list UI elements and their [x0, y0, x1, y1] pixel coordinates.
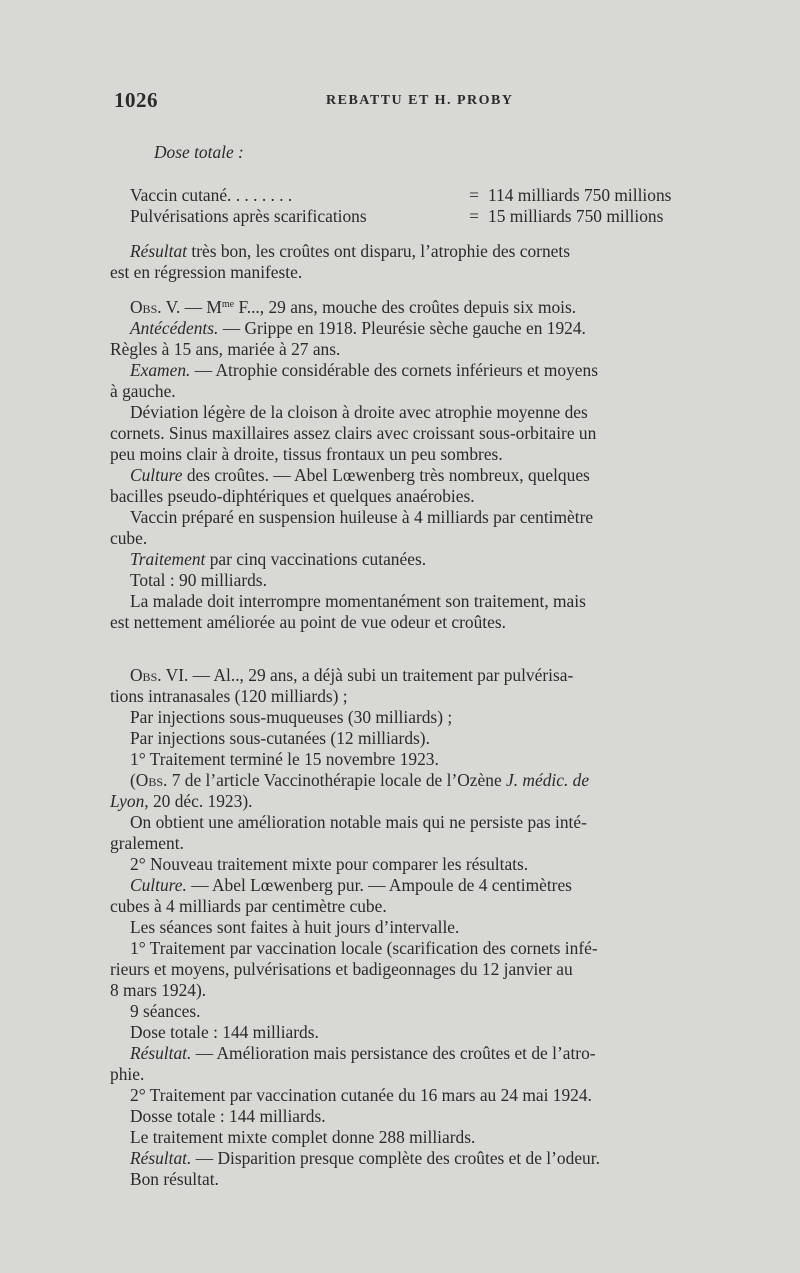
seances-text: Les séances sont faites à huit jours d’intervalle. — [130, 917, 460, 937]
obs6-intro-line2: tions intranasales (120 milliards) ; — [110, 686, 348, 706]
examen-label: Examen. — [130, 360, 191, 380]
result-paragraph — [110, 241, 732, 262]
dose-totale-1: Dose totale : 144 milliards. — [130, 1022, 319, 1042]
dose-row — [110, 185, 732, 206]
obs6-culture — [110, 875, 732, 896]
obs6-resultat-1 — [110, 1043, 732, 1064]
bon-resultat: Bon résultat. — [130, 1169, 219, 1189]
resultat-text: — Disparition presque complète des croûtes et de l’odeur. — [195, 1148, 600, 1168]
malade-text: La malade doit interrompre momentanément son traitement, mais — [130, 591, 586, 611]
culture-text-line2: bacilles pseudo-diphtériques et quelques anaérobies. — [110, 486, 475, 506]
total-text: Total : 90 milliards. — [130, 570, 267, 590]
examen-text-line2: à gauche. — [110, 381, 176, 401]
dose-title: Dose totale : — [154, 142, 244, 162]
obs-label: Obs. — [130, 665, 162, 685]
resultat-text: — Amélioration mais persistance des croûtes et de l’atro- — [195, 1043, 596, 1063]
dose-row — [110, 206, 732, 227]
obs6-intro: VI. — Al.., 29 ans, a déjà subi un traitement par pulvérisa- — [165, 665, 574, 685]
running-title: REBATTU ET H. PROBY — [326, 93, 514, 108]
page-number: 1026 — [114, 88, 158, 112]
ref-date: 20 déc. 1923). — [148, 791, 253, 811]
traitement-local-text-line3: 8 mars 1924). — [110, 980, 207, 1000]
obs5-intro: F..., 29 ans, mouche des croûtes depuis six mois. — [238, 297, 577, 317]
deviation-text: Déviation légère de la cloison à droite avec atrophie moyenne des — [130, 402, 588, 422]
traitement-local-text-line2: rieurs et moyens, pulvérisations et badigeonnages du 12 janvier au — [110, 959, 573, 979]
dose-row-eq: = — [469, 206, 479, 226]
deviation-text-line2: cornets. Sinus maxillaires assez clairs avec croissant sous-orbitaire un — [110, 423, 597, 443]
dose-row-value: 114 milliards 750 millions — [488, 185, 672, 205]
antecedents-label: Antécédents. — [130, 318, 219, 338]
culture-text: — Abel Lœwenberg pur. — Ampoule de 4 centimètres — [191, 875, 572, 895]
result-label: Résultat — [130, 241, 187, 261]
obs6-heading — [110, 665, 732, 686]
vaccin-text-line2: cube. — [110, 528, 148, 548]
resultat-label: Résultat. — [130, 1148, 192, 1168]
dose-row-eq: = — [469, 185, 479, 205]
traitement-local-text: 1° Traitement par vaccination locale (scarification des cornets infé- — [130, 938, 598, 958]
traitement-label: Traitement — [130, 549, 206, 569]
obs5-heading — [110, 297, 732, 318]
culture-text: des croûtes. — Abel Lœwenberg très nombreux, quelques — [186, 465, 590, 485]
obs6-reference — [110, 770, 732, 791]
ref-obs-label: Obs. — [135, 770, 168, 790]
obs6-injections-1: Par injections sous-muqueuses (30 milliards) ; — [130, 707, 453, 727]
malade-text-line2: est nettement améliorée au point de vue odeur et croûtes. — [110, 612, 506, 632]
ref-journal-city: Lyon, — [110, 791, 149, 811]
culture-label: Culture — [130, 465, 183, 485]
result-text: très bon, les croûtes ont disparu, l’atrophie des cornets — [191, 241, 570, 261]
amelioration-text-line2: gralement. — [110, 833, 184, 853]
examen-text: — Atrophie considérable des cornets inférieurs et moyens — [194, 360, 598, 380]
ref-paren: ( — [130, 770, 136, 790]
amelioration-text: On obtient une amélioration notable mais qui ne persiste pas inté- — [130, 812, 587, 832]
antecedents-text: — Grippe en 1918. Pleurésie sèche gauche en 1924. — [222, 318, 586, 338]
deviation-text-line3: peu moins clair à droite, tissus frontaux un peu sombres. — [110, 444, 503, 464]
resultat-text-line2: phie. — [110, 1064, 145, 1084]
dose-row-value: 15 milliards 750 millions — [488, 206, 664, 226]
culture-text-line2: cubes à 4 milliards par centimètre cube. — [110, 896, 387, 916]
obs5-examen — [110, 360, 732, 381]
dose-row-label: Vaccin cutané. . . . . . . . — [130, 185, 293, 205]
obs6-reference-line2 — [110, 791, 732, 812]
obs5-culture — [110, 465, 732, 486]
obs-label: Obs. — [130, 297, 162, 317]
traitement-mixte-text: Le traitement mixte complet donne 288 milliards. — [130, 1127, 476, 1147]
ref-journal: J. médic. de — [506, 770, 590, 790]
page-body — [110, 142, 732, 1190]
obs5-sup: me — [221, 299, 235, 310]
dose-totale-2: Dosse totale : 144 milliards. — [130, 1106, 326, 1126]
obs6-traitement-2: 2° Nouveau traitement mixte pour comparer les résultats. — [130, 854, 529, 874]
ref-text: 7 de l’article Vaccinothérapie locale de l’Ozène — [167, 770, 507, 790]
obs5-antecedents — [110, 318, 732, 339]
obs6-traitement-1: 1° Traitement terminé le 15 novembre 1923. — [130, 749, 439, 769]
dose-row-label: Pulvérisations après scarifications — [130, 206, 367, 226]
nombre-seances: 9 séances. — [130, 1001, 201, 1021]
culture-label: Culture. — [130, 875, 187, 895]
result-text-line2: est en régression manifeste. — [110, 262, 303, 282]
obs6-resultat-2 — [110, 1148, 732, 1169]
traitement-text: par cinq vaccinations cutanées. — [209, 549, 427, 569]
obs5-number: V. — M — [165, 297, 222, 317]
obs6-injections-2: Par injections sous-cutanées (12 milliards). — [130, 728, 430, 748]
page-header — [114, 88, 734, 118]
vaccin-text: Vaccin préparé en suspension huileuse à 4 milliards par centimètre — [130, 507, 594, 527]
traitement-cutane-text: 2° Traitement par vaccination cutanée du 16 mars au 24 mai 1924. — [130, 1085, 592, 1105]
resultat-label: Résultat. — [130, 1043, 192, 1063]
obs5-regles: Règles à 15 ans, mariée à 27 ans. — [110, 339, 341, 359]
obs5-traitement — [110, 549, 732, 570]
